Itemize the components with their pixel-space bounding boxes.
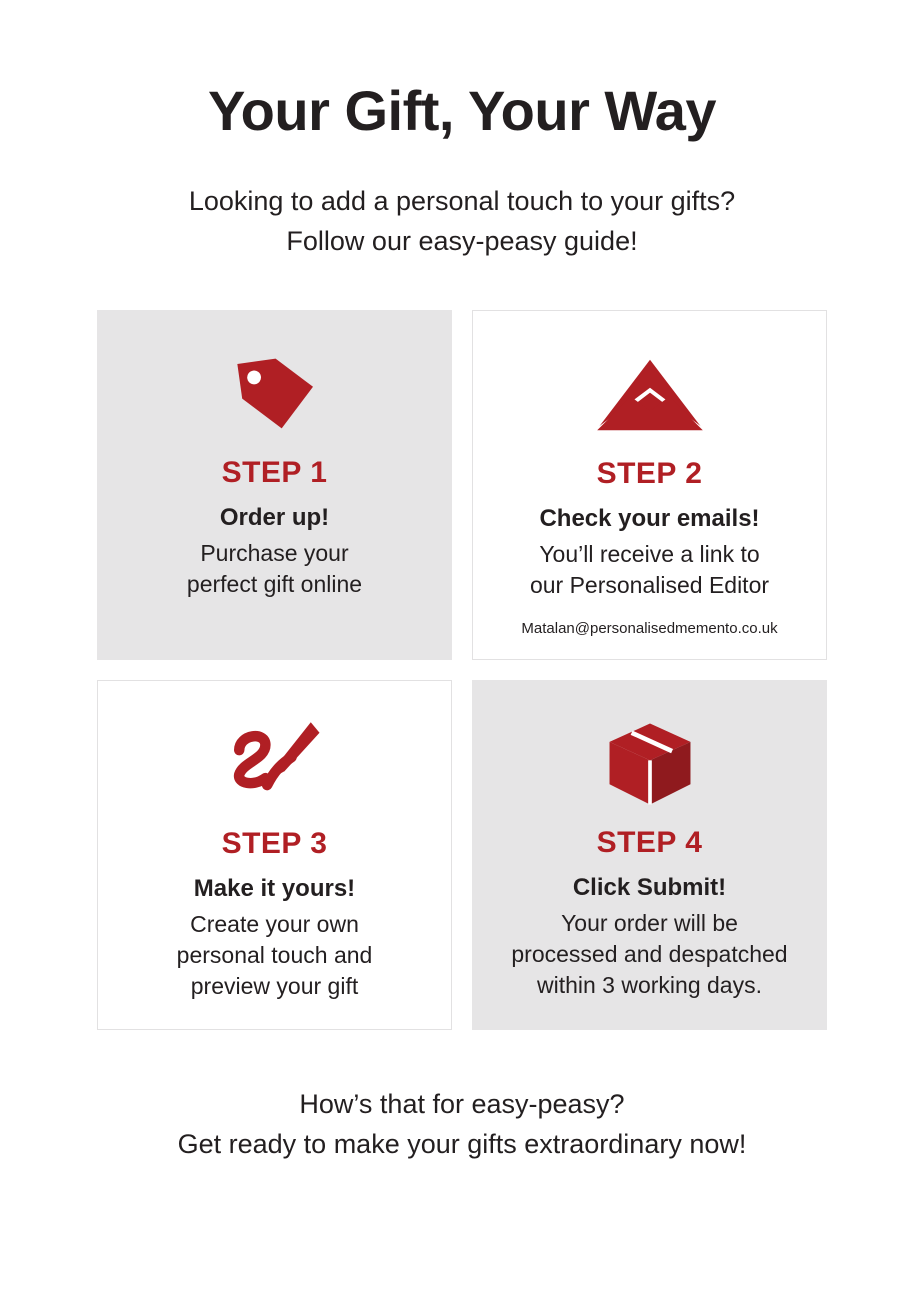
step-body-2-line-1: You’ll receive a link to (539, 540, 760, 567)
step-card-1 (97, 310, 452, 660)
step-label-2: STEP 2 (596, 456, 703, 490)
contact-email: Matalan@personalisedmemento.co.uk (521, 619, 778, 637)
price-tag-icon (229, 334, 321, 454)
step-body-3-line-2: personal touch and (176, 941, 373, 968)
step-label-3: STEP 3 (221, 826, 328, 860)
step-body-3-line-1: Create your own (190, 910, 359, 937)
step-body-1 (187, 538, 362, 600)
step-body-2 (530, 539, 769, 601)
step-card-4 (472, 680, 827, 1030)
page-subtitle (189, 181, 735, 262)
envelope-icon (594, 335, 706, 455)
step-body-3 (177, 909, 373, 1002)
step-card-2 (472, 310, 827, 660)
step-body-4-line-3: within 3 working days. (536, 971, 762, 998)
page-title: Your Gift, Your Way (207, 79, 716, 142)
footer-line-2: Get ready to make your gifts extraordinary now! (177, 1129, 747, 1160)
step-label-4: STEP 4 (596, 825, 703, 859)
step-label-1: STEP 1 (221, 455, 328, 489)
step-body-4-line-2: processed and despatched (511, 940, 788, 967)
step-body-1-line-1: Purchase your (200, 539, 349, 566)
subtitle-line-2: Follow our easy-peasy guide! (286, 226, 638, 257)
step-body-4 (511, 908, 787, 1001)
step-body-1-line-2: perfect gift online (186, 570, 363, 597)
step-heading-2: Check your emails! (539, 504, 760, 532)
signature-pen-icon (225, 705, 325, 825)
step-heading-4: Click Submit! (572, 873, 727, 901)
step-card-3 (97, 680, 452, 1030)
step-body-2-line-2: our Personalised Editor (529, 571, 770, 598)
step-heading-1: Order up! (219, 503, 330, 531)
step-body-4-line-1: Your order will be (561, 909, 738, 936)
step-body-3-line-3: preview your gift (190, 972, 359, 999)
step-heading-3: Make it yours! (193, 874, 356, 902)
steps-grid (97, 310, 827, 1030)
footer-text (178, 1084, 747, 1165)
parcel-box-icon (604, 704, 696, 824)
footer-line-1: How’s that for easy-peasy? (299, 1088, 625, 1119)
subtitle-line-1: Looking to add a personal touch to your gifts? (188, 185, 736, 216)
